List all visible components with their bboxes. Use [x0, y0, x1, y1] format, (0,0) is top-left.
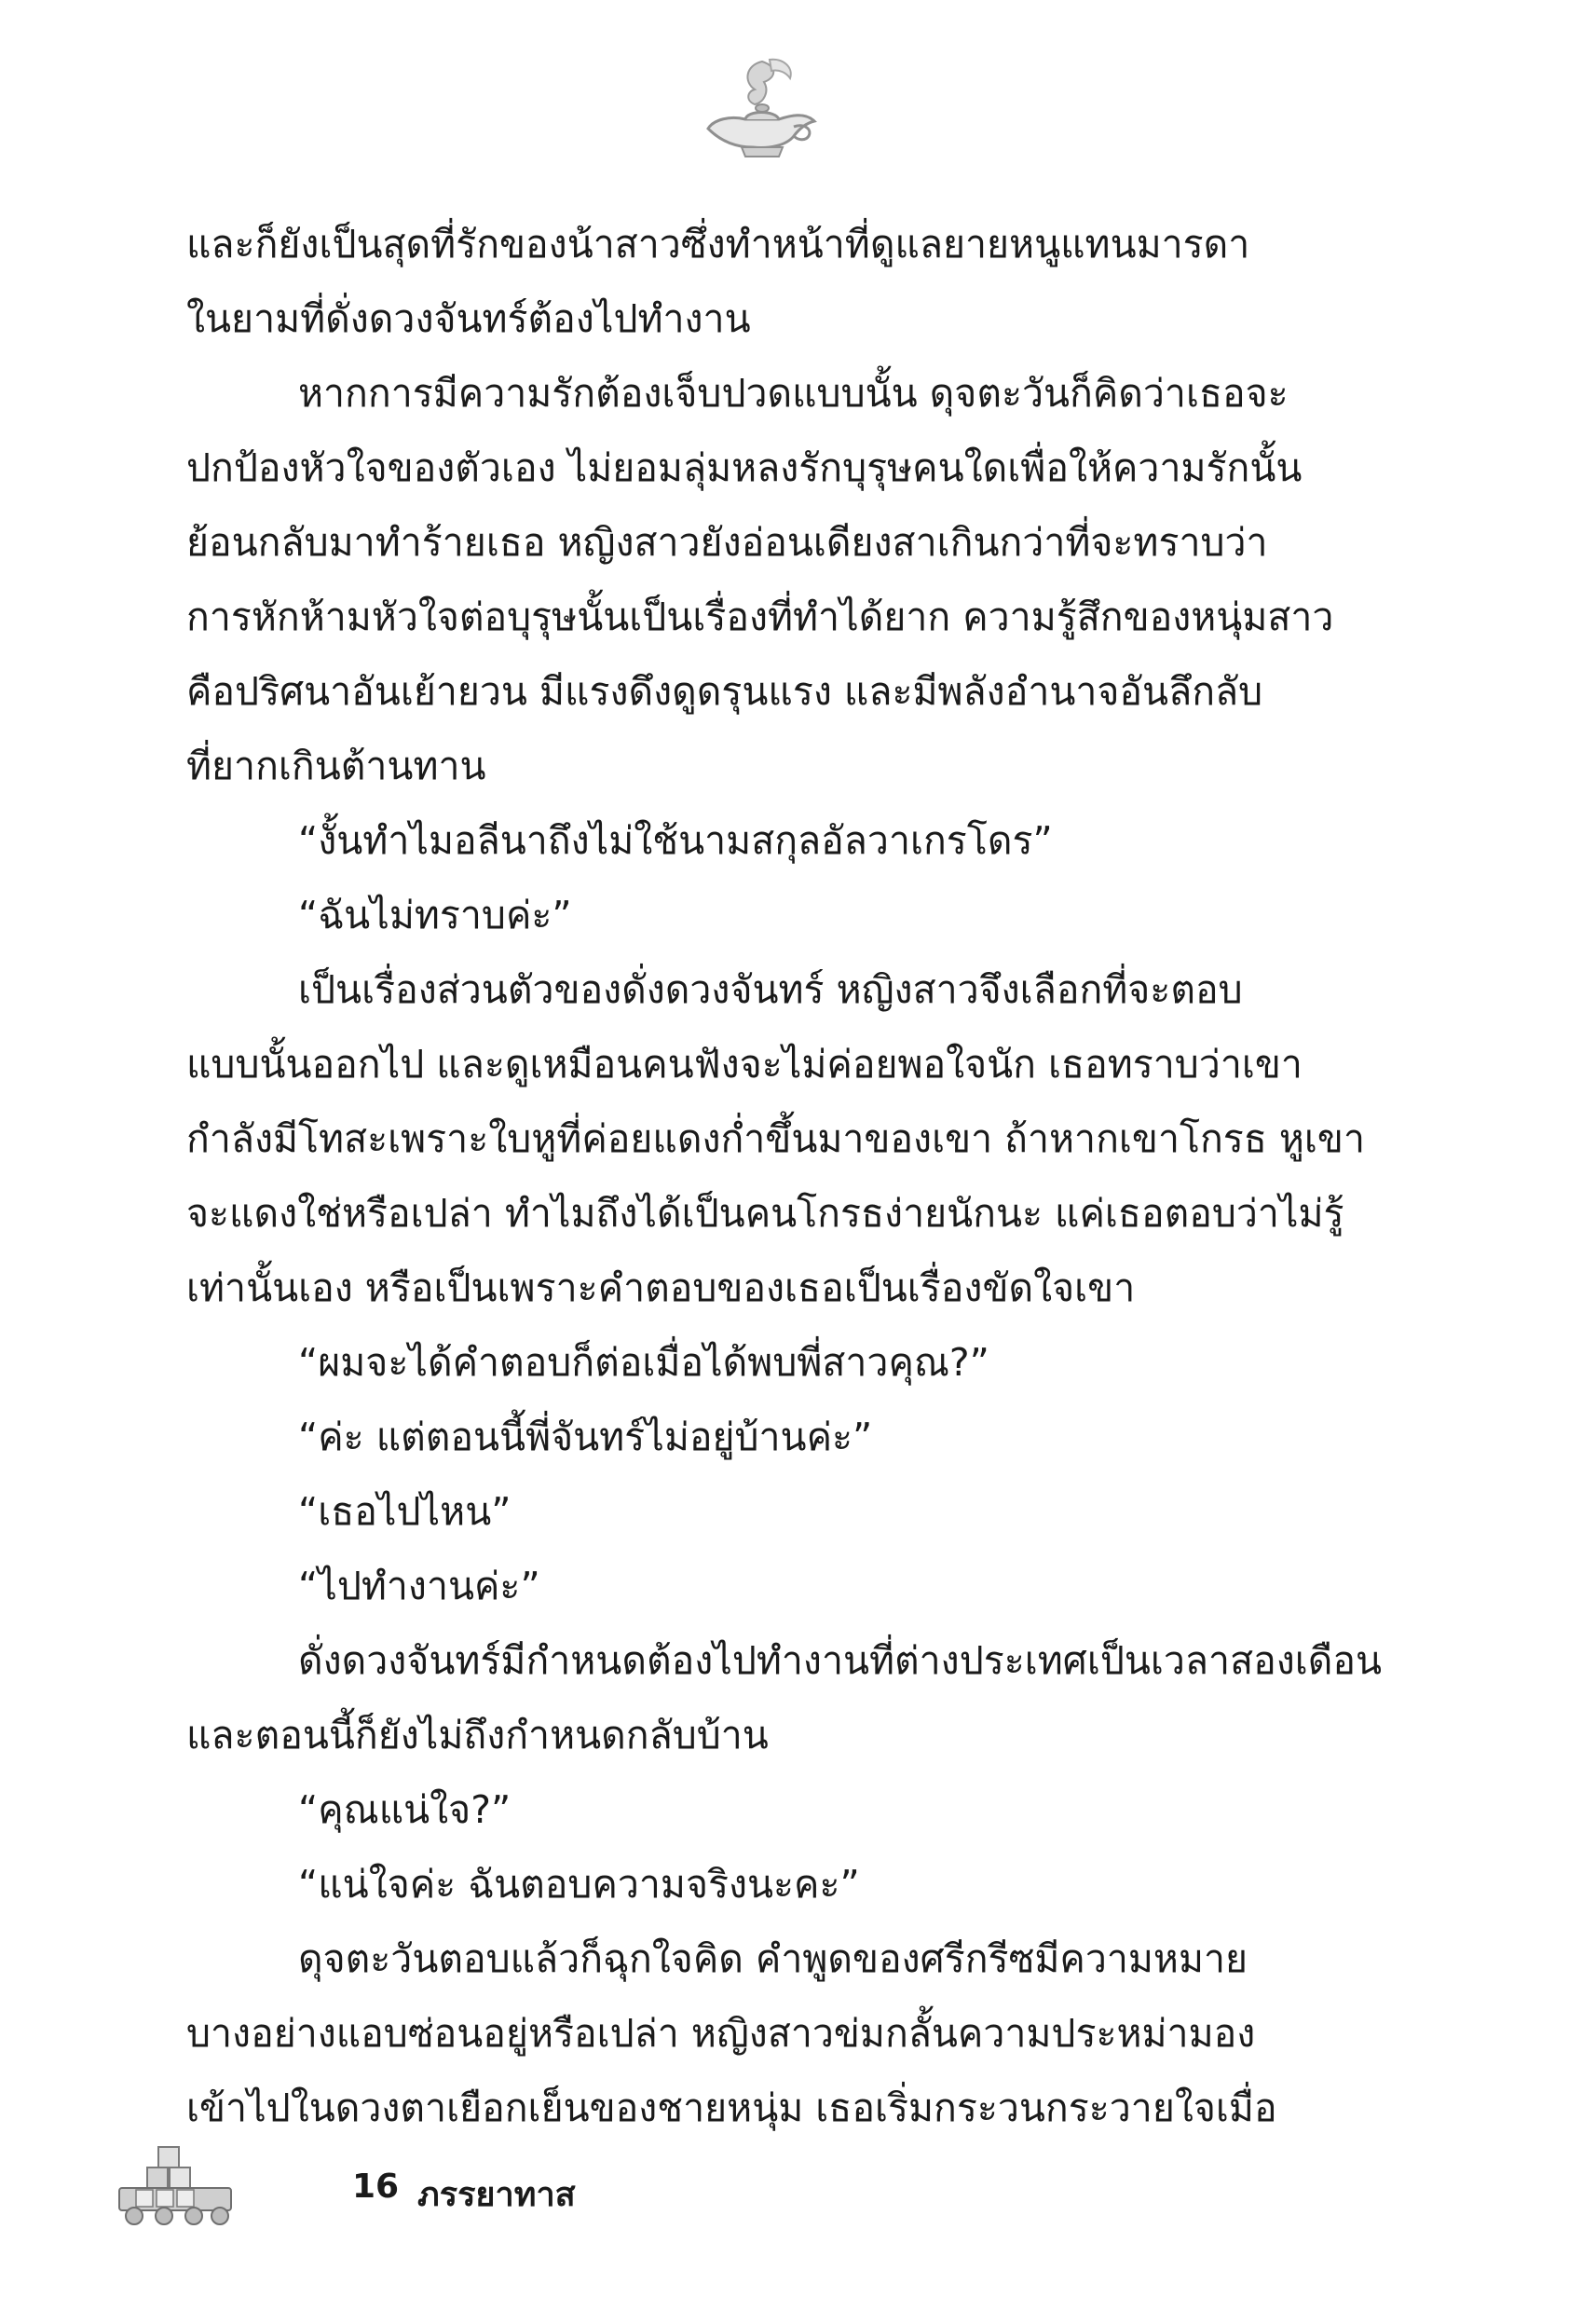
toy-blocks-train-icon [110, 2143, 240, 2227]
paragraph-line: และตอนนี้ก็ยังไม่ถึงกำหนดกลับบ้าน [186, 1713, 769, 1757]
dialogue-line: “งั้นทำไมอลีนาถึงไม่ใช้นามสกุลอัลวาเกรโดร” [298, 818, 1053, 863]
paragraph-line: เข้าไปในดวงตาเยือกเย็นของชายหนุ่ม เธอเริ่มกระวนกระวายใจเมื่อ [186, 2085, 1277, 2130]
dialogue-line: “แน่ใจค่ะ ฉันตอบความจริงนะคะ” [298, 1862, 860, 1907]
page-footer [110, 2143, 762, 2227]
paragraph-line: ปกป้องหัวใจของตัวเอง ไม่ยอมลุ่มหลงรักบุรุษคนใดเพื่อให้ความรักนั้น [186, 445, 1303, 490]
paragraph-line: กำลังมีโทสะเพราะใบหูที่ค่อยแดงก่ำขึ้นมาของเขา ถ้าหากเขาโกรธ หูเขา [186, 1116, 1365, 1161]
paragraph-line: หากการมีความรักต้องเจ็บปวดแบบนั้น ดุจตะวันก็คิดว่าเธอจะ [298, 371, 1289, 416]
book-title: ภรรยาทาส [417, 2176, 576, 2214]
dialogue-line: “เธอไปไหน” [298, 1489, 512, 1534]
dialogue-line: “คุณแน่ใจ?” [298, 1787, 512, 1832]
dialogue-line: “ผมจะได้คำตอบก็ต่อเมื่อได้พบพี่สาวคุณ?” [298, 1340, 989, 1385]
body-text [186, 207, 1383, 2145]
paragraph-line: บางอย่างแอบซ่อนอยู่หรือเปล่า หญิงสาวข่มกลั้นความประหม่ามอง [186, 2011, 1256, 2056]
paragraph-line: เท่านั้นเอง หรือเป็นเพราะคำตอบของเธอเป็นเรื่องขัดใจเขา [186, 1265, 1136, 1310]
magic-lamp-icon [689, 54, 829, 166]
paragraph-line: ย้อนกลับมาทำร้ายเธอ หญิงสาวยังอ่อนเดียงสาเกินกว่าที่จะทราบว่า [186, 520, 1268, 565]
dialogue-line: “ฉันไม่ทราบค่ะ” [298, 893, 572, 937]
paragraph-line: ที่ยากเกินต้านทาน [186, 744, 486, 788]
paragraph-line: แบบนั้นออกไป และดูเหมือนคนฟังจะไม่ค่อยพอใจนัก เธอทราบว่าเขา [186, 1042, 1303, 1087]
paragraph-line: และก็ยังเป็นสุดที่รักของน้าสาวซึ่งทำหน้าที่ดูแลยายหนูแทนมารดา [186, 222, 1250, 267]
paragraph-line: การหักห้ามหัวใจต่อบุรุษนั้นเป็นเรื่องที่ทำได้ยาก ความรู้สึกของหนุ่มสาว [186, 595, 1334, 639]
paragraph-line: เป็นเรื่องส่วนตัวของดั่งดวงจันทร์ หญิงสาวจึงเลือกที่จะตอบ [298, 967, 1243, 1012]
page-number: 16 [352, 2167, 400, 2206]
paragraph-line: คือปริศนาอันเย้ายวน มีแรงดึงดูดรุนแรง และมีพลังอำนาจอันลึกลับ [186, 669, 1263, 714]
paragraph-line: ดุจตะวันตอบแล้วก็ฉุกใจคิด คำพูดของศรีกรีซมีความหมาย [298, 1936, 1248, 1981]
paragraph-line: ในยามที่ดั่งดวงจันทร์ต้องไปทำงาน [186, 296, 751, 341]
paragraph-line: จะแดงใช่หรือเปล่า ทำไมถึงได้เป็นคนโกรธง่ายนักนะ แค่เธอตอบว่าไม่รู้ [186, 1191, 1344, 1236]
dialogue-line: “ไปทำงานค่ะ” [298, 1564, 540, 1608]
paragraph-line: ดั่งดวงจันทร์มีกำหนดต้องไปทำงานที่ต่างประเทศเป็นเวลาสองเดือน [298, 1638, 1383, 1683]
dialogue-line: “ค่ะ แต่ตอนนี้พี่จันทร์ไม่อยู่บ้านค่ะ” [298, 1415, 873, 1459]
